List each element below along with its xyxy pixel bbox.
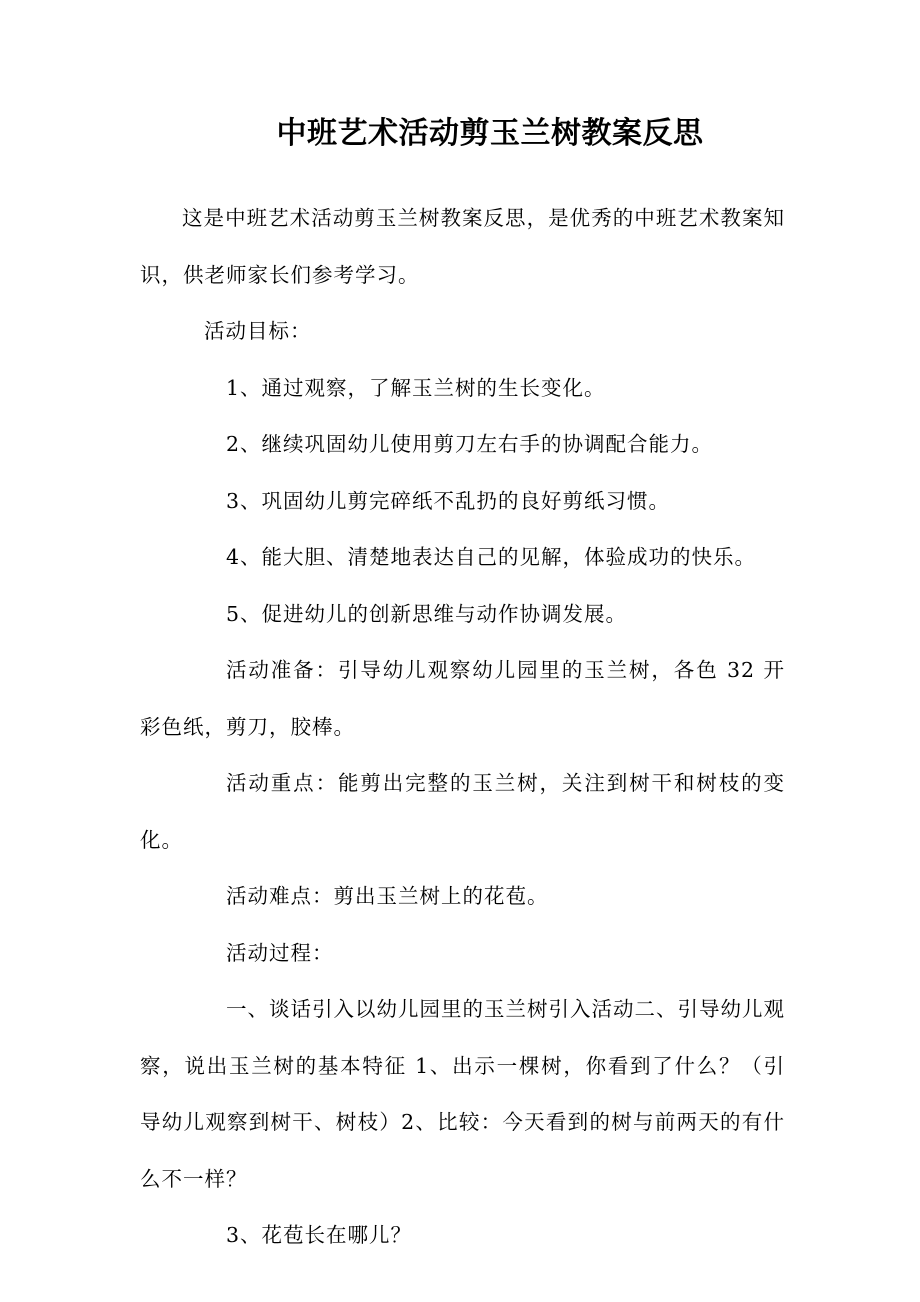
goals-heading: 活动目标： [204, 319, 312, 343]
goal-item-3: 3、巩固幼儿剪完碎纸不乱扔的良好剪纸习惯。 [226, 488, 671, 513]
goal-item-1: 1、通过观察，了解玉兰树的生长变化。 [226, 375, 606, 400]
difficulty-paragraph: 活动难点：剪出玉兰树上的花苞。 [226, 884, 549, 908]
goal-item-4: 4、能大胆、清楚地表达自己的见解，体验成功的快乐。 [226, 545, 757, 569]
goal-item-5: 5、促进幼儿的创新思维与动作协调发展。 [226, 601, 628, 626]
preparation-paragraph: 活动准备：引导幼儿观察幼儿园里的玉兰树，各色 32 开彩色纸，剪刀，胶棒。 [140, 658, 785, 739]
page-title: 中班艺术活动剪玉兰树教案反思 [276, 116, 704, 151]
process-paragraph-2: 3、花苞长在哪儿？ [226, 1223, 413, 1247]
goal-item-2: 2、继续巩固幼儿使用剪刀左右手的协调配合能力。 [226, 432, 714, 456]
intro-paragraph: 这是中班艺术活动剪玉兰树教案反思，是优秀的中班艺术教案知识，供老师家长们参考学习。 [140, 206, 785, 287]
process-paragraph-1: 一、谈话引入以幼儿园里的玉兰树引入活动二、引导幼儿观察，说出玉兰树的基本特征 1、出示一棵树，你看到了什么？（引导幼儿观察到树干、树枝）2、比较：今天看到的树与前两天的有什么不一样？ [140, 997, 785, 1191]
document-body [140, 190, 785, 1264]
key-point-paragraph: 活动重点：能剪出完整的玉兰树，关注到树干和树枝的变化。 [140, 771, 785, 852]
process-heading: 活动过程： [226, 940, 334, 965]
